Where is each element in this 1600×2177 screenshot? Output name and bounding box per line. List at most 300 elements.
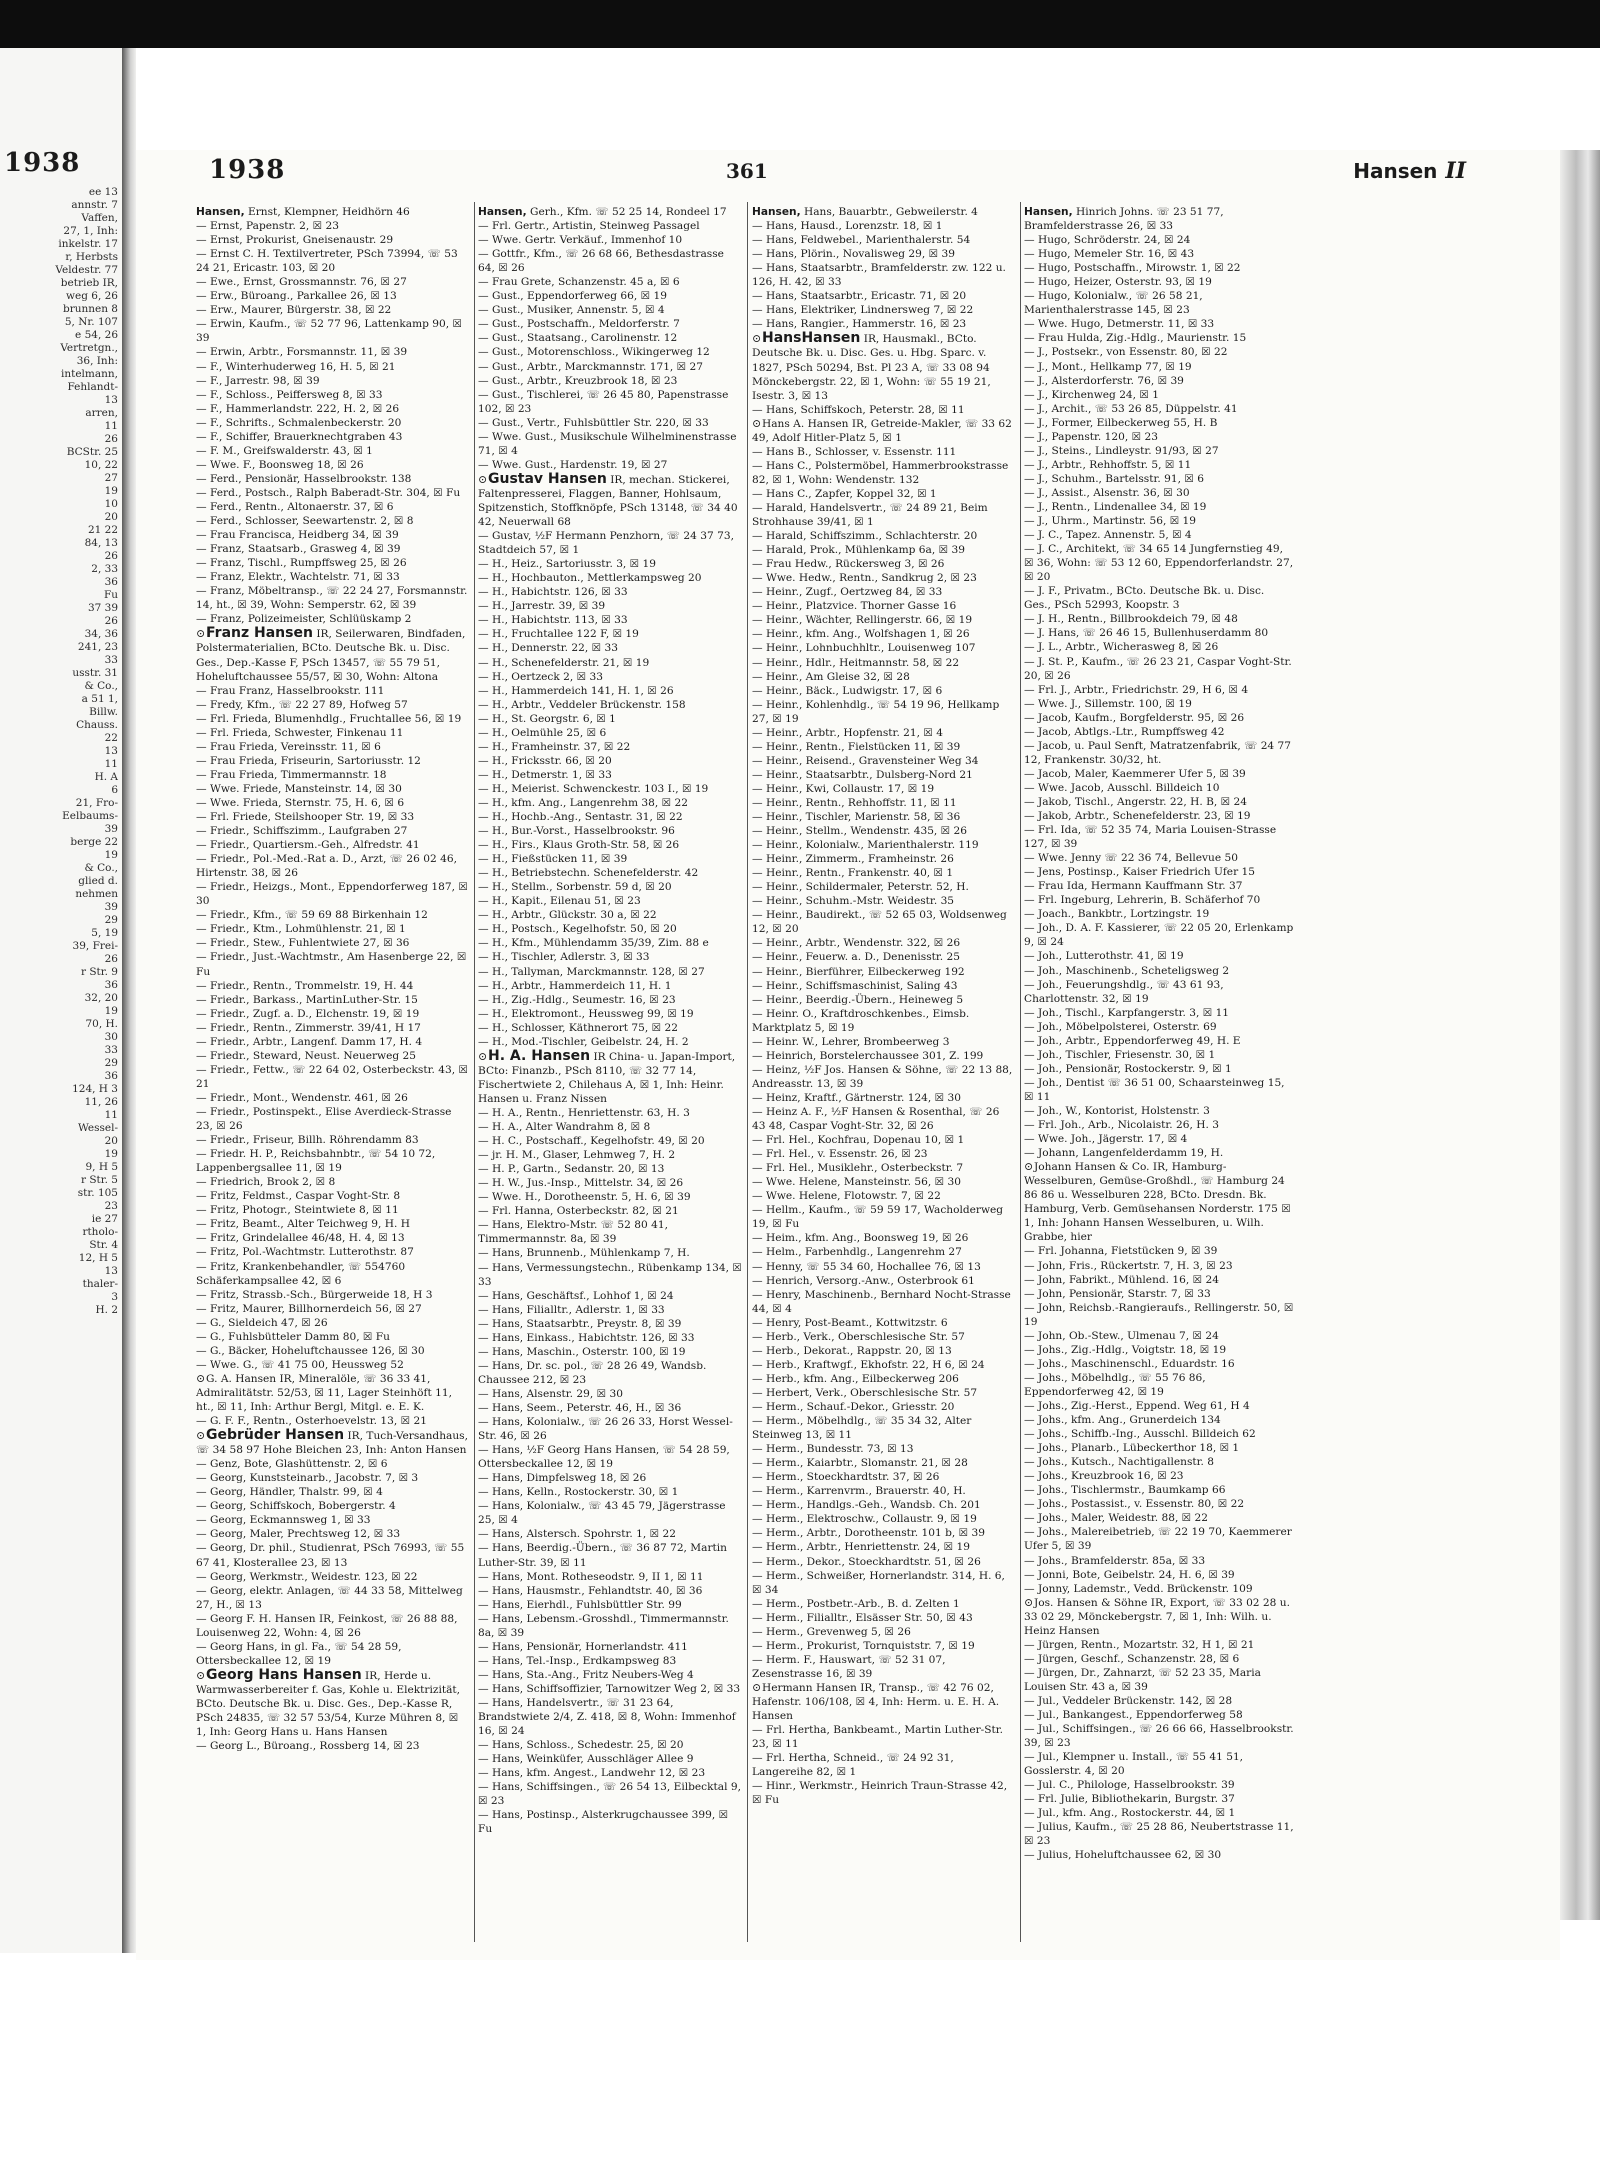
left-page-fragment-line: 23 [104, 1200, 118, 1212]
left-page-fragment-line: 5, 19 [91, 927, 118, 939]
directory-entry [478, 866, 742, 880]
entry-text: — Heinr., Am Gleise 32, ☒ 28 [752, 670, 910, 683]
entry-text: — Hans, Staatsarbtr., Preystr. 8, ☒ 39 [478, 1317, 682, 1330]
directory-entry [478, 684, 742, 698]
entry-text: — Jakob, Arbtr., Schenefelderstr. 23, ☒ 19 [1024, 810, 1251, 823]
entry-text: — Gust., Tischlerei, ☏ 26 45 80, Papenstrasse 102, ☒ 23 [478, 388, 729, 415]
directory-entry [478, 233, 742, 247]
left-page-fragment-line: 3 [111, 1291, 118, 1303]
firm-marker-icon: ⊙ [196, 627, 206, 641]
directory-entry [1024, 1820, 1294, 1848]
entry-text: — Frau Francisca, Heidberg 34, ☒ 39 [196, 529, 399, 542]
entry-text: — Georg, Kunststeinarb., Jacobstr. 7, ☒ 3 [196, 1472, 419, 1485]
entry-text: — H., Oertzeck 2, ☒ 33 [478, 670, 603, 683]
entry-text: — Hans, Seem., Peterstr. 46, H., ☒ 36 [478, 1401, 682, 1414]
entry-text: — Friedr., Friseur, Billh. Röhrendamm 83 [196, 1134, 419, 1147]
entry-text: — Hans, Beerdig.-Übern., ☏ 36 87 72, Martin Luther-Str. 39, ☒ 11 [478, 1542, 727, 1569]
header-year: 1938 [209, 155, 286, 185]
entry-text: — Hans, Vermessungstechn., Rübenkamp 134, ☒ 33 [478, 1261, 742, 1288]
directory-entry [752, 950, 1016, 964]
entry-text: — H., Kfm., Mühlendamm 35/39, Zim. 88 e [478, 937, 709, 950]
directory-entry [1024, 711, 1294, 725]
entry-text: — Heinr., Bäck., Ludwigstr. 17, ☒ 6 [752, 684, 943, 697]
directory-entry [1024, 1441, 1294, 1455]
directory-entry [196, 317, 468, 345]
directory-entry [1024, 1329, 1294, 1343]
entry-text: — Heinz A. F., ½F Hansen & Rosenthal, ☏ 26 43 48, Caspar Voght-Str. 32, ☒ 26 [752, 1106, 1000, 1133]
directory-entry [478, 1612, 742, 1640]
entry-text: — Franz, Tischl., Rumpffsweg 25, ☒ 26 [196, 557, 407, 570]
entry-text: — Helm., Farbenhdlg., Langenrehm 27 [752, 1246, 962, 1259]
entry-text: — J., Steins., Lindleystr. 91/93, ☒ 27 [1024, 444, 1219, 457]
left-page-fragment-line: Billw. [89, 706, 118, 718]
entry-text: — Friedr., Zugf. a. D., Elchenstr. 19, ☒ 19 [196, 1007, 420, 1020]
directory-entry [478, 1387, 742, 1401]
directory-entry [478, 1527, 742, 1541]
directory-entry [478, 979, 742, 993]
directory-entry [1024, 1568, 1294, 1582]
entry-text: — Ferd., Rentn., Altonaerstr. 37, ☒ 6 [196, 500, 394, 513]
directory-entry [1024, 430, 1294, 444]
directory-entry [1024, 486, 1294, 500]
directory-entry [196, 726, 468, 740]
entry-text: — Hans, Kelln., Rostockerstr. 30, ☒ 1 [478, 1486, 679, 1499]
directory-entry [1024, 1511, 1294, 1525]
firm-name: Georg Hans Hansen [206, 1666, 362, 1683]
directory-entry [478, 1696, 742, 1738]
directory-entry [478, 993, 742, 1007]
directory-entry [752, 1779, 1016, 1807]
directory-entry [478, 810, 742, 824]
header-name: Hansen [1353, 159, 1438, 183]
entry-text: — G., Sieldeich 47, ☒ 26 [196, 1316, 328, 1329]
directory-entry [478, 740, 742, 754]
entry-text: — H., Tallyman, Marckmannstr. 128, ☒ 27 [478, 965, 705, 978]
directory-entry [196, 486, 468, 500]
left-page-fragment-line: 26 [104, 615, 118, 627]
entry-text: — H., Fricksstr. 66, ☒ 20 [478, 754, 612, 767]
entry-text: — Gottfr., Kfm., ☏ 26 68 66, Bethesdastrasse 64, ☒ 26 [478, 248, 724, 275]
directory-entry [478, 1471, 742, 1485]
entry-text: — Herm., Bundesstr. 73, ☒ 13 [752, 1443, 914, 1456]
directory-entry [1024, 893, 1294, 907]
directory-entry [478, 1148, 742, 1162]
directory-entry [196, 1091, 468, 1105]
entry-text: — Jul., kfm. Ang., Rostockerstr. 44, ☒ 1 [1024, 1807, 1236, 1820]
entry-text: — Friedr. H. P., Reichsbahnbtr., ☏ 54 10 72, Lappenbergsallee 11, ☒ 19 [196, 1148, 436, 1175]
directory-entry [478, 1682, 742, 1696]
left-page-fragment-line: 26 [104, 550, 118, 562]
entry-text: — H., kfm. Ang., Langenrehm 38, ☒ 22 [478, 796, 688, 809]
entry-surname: Hansen, [752, 206, 801, 218]
directory-entry [1024, 542, 1294, 584]
directory-entry [478, 247, 742, 275]
entry-text: — Joach., Bankbtr., Lortzingstr. 19 [1024, 908, 1210, 921]
directory-entry [752, 641, 1016, 655]
directory-entry [1024, 1160, 1294, 1244]
directory-entry [1024, 697, 1294, 711]
directory-entry [752, 289, 1016, 303]
entry-surname: Hansen, [478, 206, 527, 218]
directory-entry [196, 950, 468, 978]
directory-entry [1024, 1132, 1294, 1146]
entry-text: — H., Elektromont., Heussweg 99, ☒ 19 [478, 1007, 694, 1020]
entry-text: — Franz, Staatsarb., Grasweg 4, ☒ 39 [196, 543, 401, 556]
directory-entry [752, 1625, 1016, 1639]
entry-text: — Frau Hedw., Rückersweg 3, ☒ 26 [752, 558, 945, 571]
entry-text: — H. A., Alter Wandrahm 8, ☒ 8 [478, 1121, 651, 1134]
entry-text: — Wwe. H., Dorotheenstr. 5, H. 6, ☒ 39 [478, 1191, 691, 1204]
firm-name: Gebrüder Hansen [206, 1427, 345, 1444]
entry-text: — Heinr., Kohlenhdlg., ☏ 54 19 96, Hellkamp 27, ☒ 19 [752, 698, 1000, 725]
directory-entry [196, 740, 468, 754]
directory-entry [1024, 261, 1294, 275]
directory-entry [196, 514, 468, 528]
entry-text: — H., Framheinstr. 37, ☒ 22 [478, 740, 631, 753]
entry-text: — Jürgen, Rentn., Mozartstr. 32, H 1, ☒ 21 [1024, 1638, 1255, 1651]
entry-text: — Wwe. Jacob, Ausschl. Billdeich 10 [1024, 781, 1220, 794]
entry-text: — Heim., kfm. Ang., Boonsweg 19, ☒ 26 [752, 1232, 969, 1245]
directory-entry [1024, 739, 1294, 767]
left-page-fragment-line: r Str. 5 [81, 1174, 118, 1186]
left-page-fragment-line: 124, H 3 [72, 1083, 118, 1095]
directory-entry [478, 1035, 742, 1049]
entry-text: — H., Hammerdeich 141, H. 1, ☒ 26 [478, 684, 674, 697]
entry-text: — H., Habichtstr. 126, ☒ 33 [478, 586, 628, 599]
entry-text: — Herm., Elektroschw., Collaustr. 9, ☒ 19 [752, 1513, 977, 1526]
entry-text: — Hans, Schloss., Schedestr. 25, ☒ 20 [478, 1739, 684, 1752]
entry-text: — Friedr., Steward, Neust. Neuerweg 25 [196, 1049, 417, 1062]
entry-text: — Hans, Eierhdl., Fuhlsbüttler Str. 99 [478, 1598, 682, 1611]
directory-entry [478, 698, 742, 712]
entry-text: — Wwe. Jenny ☏ 22 36 74, Bellevue 50 [1024, 852, 1238, 865]
directory-entry [752, 1597, 1016, 1611]
directory-entry [1024, 317, 1294, 331]
directory-entry [752, 740, 1016, 754]
directory-entry [196, 584, 468, 612]
left-page-fragment-line: & Co., [84, 862, 118, 874]
directory-entry [1024, 388, 1294, 402]
directory-entry [752, 403, 1016, 417]
entry-text: Hans A. Hansen IR, Getreide-Makler, ☏ 33 62 49, Adolf Hitler-Platz 5, ☒ 1 [752, 417, 1012, 444]
entry-text: — Herm., Postbetr.-Arb., B. d. Zelten 1 [752, 1597, 960, 1610]
entry-text: — Georg, Schiffskoch, Bobergerstr. 4 [196, 1500, 396, 1513]
directory-entry [478, 1317, 742, 1331]
directory-entry [752, 247, 1016, 261]
left-page-fragment-line: 39 [104, 823, 118, 835]
entry-text: — J., Alsterdorferstr. 76, ☒ 39 [1024, 374, 1184, 387]
directory-entry [196, 1133, 468, 1147]
directory-entry [1024, 584, 1294, 612]
directory-entry [1024, 865, 1294, 879]
entry-text: — Herm. F., Hauswart, ☏ 52 31 07, Zesenstrasse 16, ☒ 39 [752, 1653, 946, 1680]
entry-text: — Frl. Johanna, Fietstücken 9, ☒ 39 [1024, 1245, 1218, 1258]
directory-entry [752, 1035, 1016, 1049]
entry-text: — Herm., Arbtr., Dorotheenstr. 101 b, ☒ 39 [752, 1527, 985, 1540]
entry-text: — Herm., Kaiarbtr., Slomanstr. 21, ☒ 28 [752, 1457, 968, 1470]
entry-text: — H., Arbtr., Hammerdeich 11, H. 1 [478, 979, 672, 992]
left-page-fragment-line: 10 [104, 498, 118, 510]
directory-entry [1024, 1554, 1294, 1568]
entry-text: — Ewe., Ernst, Grossmannstr. 76, ☒ 27 [196, 276, 407, 289]
entry-text: — Wwe. Friede, Mansteinstr. 14, ☒ 30 [196, 782, 402, 795]
directory-entry [196, 993, 468, 1007]
directory-entry [1024, 767, 1294, 781]
entry-text: — Erw., Maurer, Bürgerstr. 38, ☒ 22 [196, 304, 392, 317]
entry-text: — Franz, Möbeltransp., ☏ 22 24 27, Forsmannstr. 14, ht., ☒ 39, Wohn: Semperstr. 62, ☒ 39 [196, 585, 468, 612]
directory-entry [478, 712, 742, 726]
entry-text: — Harald, Schiffszimm., Schlachterstr. 20 [752, 530, 978, 543]
left-page-fragment-line: 84, 13 [84, 537, 118, 549]
entry-text: — G., Fuhlsbütteler Damm 80, ☒ Fu [196, 1330, 390, 1343]
entry-text: — John, Pensionär, Starstr. 7, ☒ 33 [1024, 1287, 1211, 1300]
directory-entry [478, 796, 742, 810]
directory-entry [1024, 879, 1294, 893]
directory-entry [752, 880, 1016, 894]
left-page-fragment-line: 11, 26 [84, 1096, 118, 1108]
directory-entry [196, 698, 468, 712]
left-page-fragment-line: 34, 36 [84, 628, 118, 640]
entry-text: — Johann, Langenfelderdamm 19, H. [1024, 1147, 1224, 1160]
entry-text: — Jul., Veddeler Brückenstr. 142, ☒ 28 [1024, 1694, 1233, 1707]
entry-text: — Herm., Schweißer, Hornerlandstr. 314, H. 6, ☒ 34 [752, 1569, 1005, 1596]
entry-text: IR, Herde u. Warmwasserbereiter f. Gas, Kohle u. Elektrizität, BCto. Deutsche Bk. u. Disc. Ges., Dep.-Kasse R, PSch 24835, ☏ 32 57 53/54, Kurze Mühren 8, ☒ 1, Inh: Georg Hans u. Hans Hansen [196, 1669, 461, 1739]
firm-name: Franz Hansen [206, 625, 313, 642]
directory-entry [752, 1133, 1016, 1147]
entry-text: — Friedr., Heizgs., Mont., Eppendorferweg 187, ☒ 30 [196, 881, 468, 908]
entry-text: — Wwe. Gust., Musikschule Wilhelminenstrasse 71, ☒ 4 [478, 430, 737, 457]
left-page-fragment-line: Vertretgn., [60, 342, 118, 354]
entry-text: — Heinr., Stellm., Wendenstr. 435, ☒ 26 [752, 825, 968, 838]
entry-text: — Herm., Dekor., Stoeckhardtstr. 51, ☒ 26 [752, 1555, 981, 1568]
entry-text: IR, mechan. Stickerei, Faltenpresserei, Flaggen, Banner, Hohlsaum, Spitzenstich, Stoffknöpfe, PSch 13148, ☏ 34 40 42, Neuerwall 68 [478, 473, 738, 529]
directory-entry [478, 1443, 742, 1471]
left-page-fragment-line: 20 [104, 1135, 118, 1147]
entry-text: — Hans B., Schlosser, v. Essenstr. 111 [752, 445, 957, 458]
directory-entry [1024, 1104, 1294, 1118]
entry-text: — Jens, Postinsp., Kaiser Friedrich Ufer 15 [1024, 866, 1255, 879]
directory-entry [1024, 1469, 1294, 1483]
directory-entry [1024, 1259, 1294, 1273]
entry-text: — Hans, Elektriker, Lindnersweg 7, ☒ 22 [752, 304, 974, 317]
entry-text: — Johs., Zig.-Hdlg., Voigtstr. 18, ☒ 19 [1024, 1343, 1227, 1356]
directory-entry [1024, 978, 1294, 1006]
directory-entry [196, 810, 468, 824]
entry-text: — H., Meierist. Schwenckestr. 103 I., ☒ 19 [478, 782, 709, 795]
firm-name: Gustav Hansen [488, 470, 607, 487]
left-page-fragment-line: Eelbaums- [62, 810, 118, 822]
directory-entry [752, 1274, 1016, 1288]
directory-entry [752, 1526, 1016, 1540]
directory-entry [752, 1653, 1016, 1681]
directory-entry [1024, 1146, 1294, 1160]
directory-entry [752, 852, 1016, 866]
entry-text: — Herb., Kraftwgf., Ekhofstr. 22, H 6, ☒ 24 [752, 1358, 985, 1371]
entry-text: — Joh., Dentist ☏ 36 51 00, Schaarsteinweg 15, ☒ 11 [1024, 1076, 1285, 1103]
entry-text: — Heinr., kfm. Ang., Wolfshagen 1, ☒ 26 [752, 628, 970, 641]
entry-text: — Heinr., Reisend., Gravensteiner Weg 34 [752, 754, 979, 767]
left-page-fragment-line: 26 [104, 953, 118, 965]
entry-text: — Herm., Stoeckhardtstr. 37, ☒ 26 [752, 1471, 940, 1484]
left-page-fragment-line: 19 [104, 849, 118, 861]
directory-entry [752, 894, 1016, 908]
entry-text: — Ferd., Pensionär, Hasselbrookstr. 138 [196, 472, 412, 485]
left-page-fragment-line: 26 [104, 433, 118, 445]
directory-entry [196, 712, 468, 726]
entry-text: — Joh., Feuerungshdlg., ☏ 43 61 93, Charlottenstr. 32, ☒ 19 [1024, 978, 1224, 1005]
entry-text: — J., Kirchenweg 24, ☒ 1 [1024, 388, 1160, 401]
entry-text: — Gust., Postschaffn., Meldorferstr. 7 [478, 318, 680, 331]
directory-entry [752, 684, 1016, 698]
entry-text: — Heinr., Rentn., Frankenstr. 40, ☒ 1 [752, 867, 954, 880]
entry-surname: Hansen, [1024, 206, 1073, 218]
directory-entry [478, 1766, 742, 1780]
directory-entry [752, 599, 1016, 613]
entry-text: Gerh., Kfm. ☏ 52 25 14, Rondeel 17 [530, 206, 727, 218]
entry-text: — J. L., Arbtr., Wicherasweg 8, ☒ 26 [1024, 641, 1219, 654]
directory-entry [752, 219, 1016, 233]
directory-entry [752, 1007, 1016, 1035]
directory-entry [752, 1358, 1016, 1372]
directory-page [136, 150, 1560, 1960]
directory-entry [196, 275, 468, 289]
left-page-fragment-line: 12, H 5 [78, 1252, 118, 1264]
entry-text: — Ernst, Papenstr. 2, ☒ 23 [196, 220, 339, 233]
entry-text: — J. F., Privatm., BCto. Deutsche Bk. u. Disc. Ges., PSch 52993, Koopstr. 3 [1024, 585, 1265, 612]
directory-entry [478, 1176, 742, 1190]
entry-text: — Frau Grete, Schanzenstr. 45 a, ☒ 6 [478, 276, 680, 289]
entry-text: — Joh., Tischler, Friesenstr. 30, ☒ 1 [1024, 1048, 1216, 1061]
left-page-fragment-line: 21 22 [87, 524, 118, 536]
left-page-fragment-line: 9, H 5 [85, 1161, 118, 1173]
entry-text: — Hans, Hausd., Lorenzstr. 18, ☒ 1 [752, 220, 943, 233]
directory-entry [478, 1218, 742, 1246]
entry-text: — Henrich, Versorg.-Anw., Osterbrook 61 [752, 1274, 975, 1287]
entry-text: — J., Archit., ☏ 53 26 85, Düppelstr. 41 [1024, 402, 1238, 415]
entry-text: — Frl. Hertha, Bankbeamt., Martin Luther-Str. 23, ☒ 11 [752, 1724, 1004, 1751]
directory-entry [752, 417, 1016, 445]
entry-text: — Georg Hans, in gl. Fa., ☏ 54 28 59, Ottersbeckallee 12, ☒ 19 [196, 1640, 402, 1667]
entry-text: — Hans, kfm. Angest., Landwehr 12, ☒ 23 [478, 1767, 706, 1780]
directory-column-4 [1024, 205, 1294, 1945]
entry-text: — Heinr., Rentn., Fielstücken 11, ☒ 39 [752, 740, 961, 753]
entry-text: — H., Fießstücken 11, ☒ 39 [478, 853, 628, 866]
entry-text: — F. M., Greifswalderstr. 43, ☒ 1 [196, 444, 373, 457]
left-page-fragment-line: 33 [104, 654, 118, 666]
entry-text: — Hans, Maschin., Osterstr. 100, ☒ 19 [478, 1345, 686, 1358]
directory-entry [1024, 949, 1294, 963]
entry-text: — Herm., Prokurist, Tornquiststr. 7, ☒ 19 [752, 1639, 975, 1652]
directory-entry [752, 571, 1016, 585]
directory-entry [196, 1260, 468, 1288]
entry-text: — J. H., Rentn., Billbrookdeich 79, ☒ 48 [1024, 613, 1238, 626]
entry-text: — Wwe. Helene, Mansteinstr. 56, ☒ 30 [752, 1176, 961, 1189]
directory-entry [752, 459, 1016, 487]
entry-text: — Wwe. Joh., Jägerstr. 17, ☒ 4 [1024, 1133, 1188, 1146]
directory-entry [196, 388, 468, 402]
entry-text: — Gust., Vertr., Fuhlsbüttler Str. 220, ☒ 33 [478, 416, 709, 429]
entry-text: — Herm., Arbtr., Henriettenstr. 24, ☒ 19 [752, 1541, 970, 1554]
directory-entry [196, 247, 468, 275]
left-page-fragment-line: & Co., [84, 680, 118, 692]
directory-entry [1024, 1048, 1294, 1062]
directory-entry [196, 1175, 468, 1189]
entry-text: — Hans, Alstersch. Spohrstr. 1, ☒ 22 [478, 1528, 676, 1541]
entry-text: — Frl. Friede, Steilshooper Str. 19, ☒ 33 [196, 811, 415, 824]
entry-text: — Herb., Verk., Oberschlesische Str. 57 [752, 1330, 965, 1343]
left-page-fragment-line: glied d. [78, 875, 118, 887]
directory-entry [1024, 1666, 1294, 1694]
directory-entry [196, 416, 468, 430]
directory-entry [752, 445, 1016, 459]
directory-entry [752, 824, 1016, 838]
entry-text: — Joh., D. A. F. Kassierer, ☏ 22 05 20, Erlenkamp 9, ☒ 24 [1024, 922, 1294, 949]
entry-text: — J., Arbtr., Rehhoffstr. 5, ☒ 11 [1024, 458, 1192, 471]
directory-entry [752, 1260, 1016, 1274]
directory-entry [1024, 275, 1294, 289]
entry-text: — John, Fabrikt., Mühlend. 16, ☒ 24 [1024, 1273, 1219, 1286]
entry-text: — Heinr., Kolonialw., Marienthalerstr. 119 [752, 839, 979, 852]
left-page-fragment-line: 39, Frei- [72, 940, 118, 952]
entry-text: — Hans, Hausmstr., Fehlandtstr. 40, ☒ 36 [478, 1584, 703, 1597]
directory-entry [196, 430, 468, 444]
entry-text: — Herm., Karrenvrm., Brauerstr. 40, H. [752, 1485, 966, 1498]
left-page-fragment-line: Fu [103, 589, 118, 601]
directory-entry [478, 726, 742, 740]
left-page-fragment-line: 32, 20 [84, 992, 118, 1004]
directory-entry [478, 782, 742, 796]
directory-entry [752, 1161, 1016, 1175]
entry-text: — Heinrich, Borstelerchaussee 301, Z. 199 [752, 1049, 984, 1062]
entry-text: — Heinz, Kraftf., Gärtnerstr. 124, ☒ 30 [752, 1091, 961, 1104]
directory-entry [752, 726, 1016, 740]
directory-entry [1024, 823, 1294, 851]
entry-text: — Hans, Schiffsoffizier, Tarnowitzer Weg 2, ☒ 33 [478, 1682, 741, 1695]
directory-entry [1024, 1020, 1294, 1034]
directory-entry [478, 936, 742, 950]
entry-text: — Jacob, Maler, Kaemmerer Ufer 5, ☒ 39 [1024, 767, 1246, 780]
entry-text: — Gust., Arbtr., Kreuzbrook 18, ☒ 23 [478, 374, 678, 387]
entry-text: — Johs., Möbelhdlg., ☏ 55 76 86, Eppendorferweg 42, ☒ 19 [1024, 1371, 1206, 1398]
column-rule [474, 202, 475, 1942]
entry-text: — Hans, Weinküfer, Ausschläger Allee 9 [478, 1753, 694, 1766]
directory-entry [478, 1120, 742, 1134]
directory-entry [752, 656, 1016, 670]
directory-entry [1024, 458, 1294, 472]
entry-text: — Wwe. Frieda, Sternstr. 75, H. 6, ☒ 6 [196, 796, 405, 809]
column-rule [747, 202, 748, 1942]
directory-entry [1024, 1778, 1294, 1792]
left-page-fragment-line: 21, Fro- [75, 797, 118, 809]
directory-entry [1024, 725, 1294, 739]
entry-text: — Hans, Lebensm.-Grosshdl., Timmermannstr. 8a, ☒ 39 [478, 1612, 729, 1639]
directory-entry [1024, 1244, 1294, 1258]
entry-text: — Ernst C. H. Textilvertreter, PSch 73994, ☏ 53 24 21, Ericastr. 103, ☒ 20 [196, 248, 458, 275]
directory-entry [752, 1386, 1016, 1400]
left-page-fragment-line: intelmann, [61, 368, 118, 380]
directory-entry [752, 1442, 1016, 1456]
entry-text: — Heinr., Kwi, Collaustr. 17, ☒ 19 [752, 782, 935, 795]
entry-text: — Johs., Kreuzbrook 16, ☒ 23 [1024, 1470, 1184, 1483]
entry-text: — Jacob, Abtlgs.-Ltr., Rumpffsweg 42 [1024, 725, 1225, 738]
directory-entry [752, 501, 1016, 529]
firm-marker-icon: ⊙ [196, 1668, 206, 1682]
entry-text: — Joh., W., Kontorist, Holstenstr. 3 [1024, 1105, 1210, 1117]
directory-entry [196, 1302, 468, 1316]
entry-text: — Frau Hulda, Zig.-Hdlg., Maurienstr. 15 [1024, 332, 1247, 345]
left-page-fragment-line: r Str. 9 [81, 966, 118, 978]
directory-entry [478, 965, 742, 979]
